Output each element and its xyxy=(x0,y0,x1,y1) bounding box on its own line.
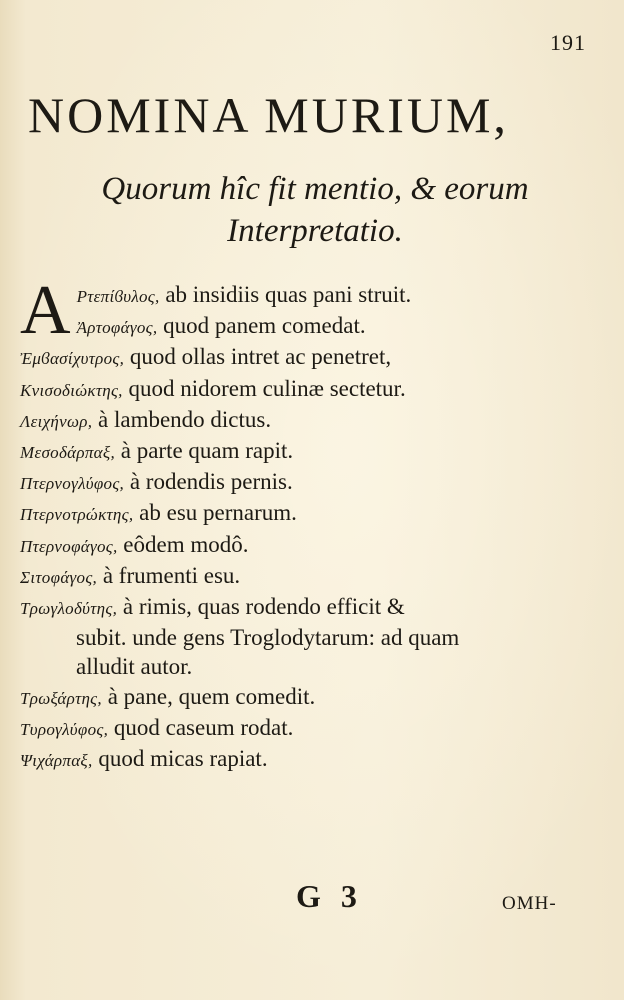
page-number: 191 xyxy=(550,30,586,55)
greek-name: Ἀρτοφάγος, xyxy=(76,318,158,338)
latin-gloss: ab insidiis quas pani struit. xyxy=(159,282,412,307)
latin-gloss: quod micas rapiat. xyxy=(92,746,268,772)
greek-name: Πτερνογλύφος, xyxy=(20,474,125,494)
list-item xyxy=(20,311,592,342)
latin-gloss: quod caseum rodat. xyxy=(108,714,294,740)
latin-gloss: ab esu pernarum. xyxy=(133,500,297,526)
greek-name: Ρτεπίϐυλος, xyxy=(76,287,160,306)
greek-name: Λειχήνωρ, xyxy=(20,411,93,431)
greek-name: Τρωγλοδύτης, xyxy=(20,599,118,619)
latin-gloss: à pane, quem comedit. xyxy=(101,683,316,709)
list-item xyxy=(20,374,592,405)
greek-name: Σιτοφάγος, xyxy=(20,567,98,587)
list-item xyxy=(20,436,592,467)
list-item xyxy=(20,530,592,561)
latin-gloss: à rodendis pernis. xyxy=(124,469,293,495)
subtitle-line-2: Interpretatio. xyxy=(227,213,403,249)
greek-name: Τρωξάρτης, xyxy=(20,688,102,708)
latin-gloss: à lambendo dictus. xyxy=(92,406,272,432)
greek-name: Ἐμϐασίχυτρος, xyxy=(20,349,125,369)
entry-list xyxy=(20,272,592,775)
latin-gloss: eôdem modô. xyxy=(117,531,249,557)
list-item xyxy=(20,467,592,498)
subtitle-line-1: Quorum hîc fit mentio, & eorum xyxy=(101,171,529,207)
latin-gloss: quod ollas intret ac penetret, xyxy=(124,344,392,370)
list-item xyxy=(20,405,592,436)
signature-mark: G 3 xyxy=(296,878,363,914)
list-item xyxy=(20,342,592,373)
catchword: ΟΜΗ- xyxy=(502,893,557,914)
latin-gloss-continuation: subit. unde gens Troglodytarum: ad quam xyxy=(76,625,460,651)
latin-gloss-continuation: alludit autor. xyxy=(76,654,193,680)
list-item xyxy=(20,280,592,311)
drop-cap: A xyxy=(20,272,71,349)
subtitle xyxy=(40,168,590,252)
list-item xyxy=(20,592,592,682)
greek-name: Πτερνοφάγος, xyxy=(20,536,118,556)
greek-name: Ψιχάρπαξ, xyxy=(20,751,93,771)
latin-gloss: à rimis, quas rodendo efficit & xyxy=(117,594,405,620)
greek-name: Μεσοδάρπαξ, xyxy=(20,443,115,463)
page-title: NOMINA MURIUM, xyxy=(28,87,509,143)
list-item xyxy=(20,713,592,744)
greek-name: Πτερνοτρώκτης, xyxy=(20,505,134,525)
list-item xyxy=(20,682,592,713)
greek-name: Τυρογλύφος, xyxy=(20,719,109,739)
list-item xyxy=(20,561,592,592)
list-item xyxy=(20,498,592,529)
latin-gloss: à frumenti esu. xyxy=(97,562,241,588)
list-item xyxy=(20,744,592,775)
latin-gloss: quod nidorem culinæ sectetur. xyxy=(122,375,406,401)
latin-gloss: à parte quam rapit. xyxy=(115,438,294,464)
greek-name: Κνισοδιώκτης, xyxy=(20,380,123,400)
latin-gloss: quod panem comedat. xyxy=(157,313,366,339)
